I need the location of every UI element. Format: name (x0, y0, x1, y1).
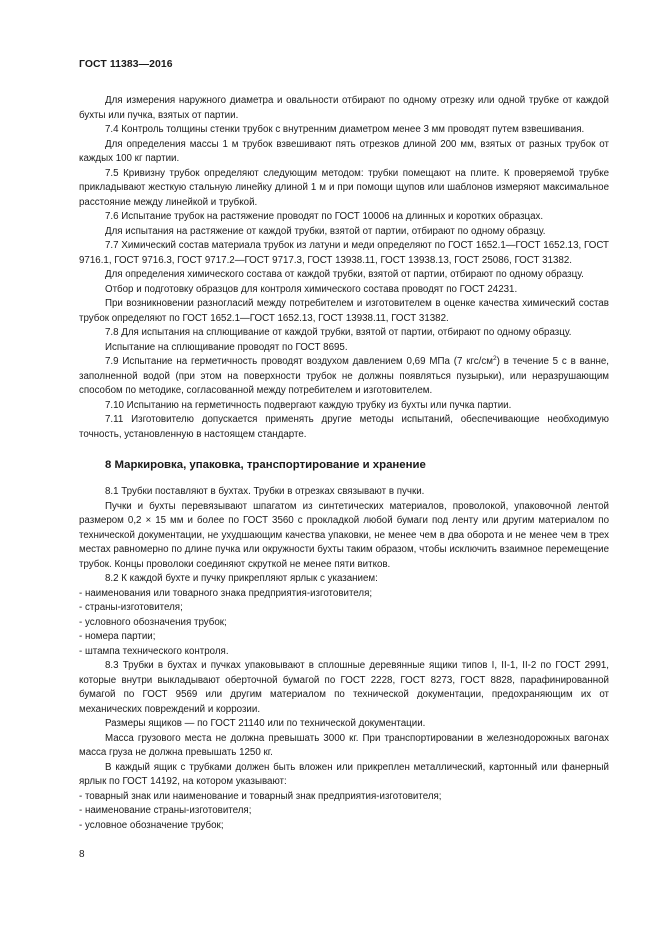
page-number: 8 (79, 849, 85, 860)
paragraph: Для определения химического состава от каждой трубки, взятой от партии, отбирают по одному образцу. (105, 269, 584, 280)
paragraph: Отбор и подготовку образцов для контроля химического состава проводят по ГОСТ 24231. (105, 283, 518, 295)
paragraph: Пучки и бухты перевязывают шпагатом из синтетических материалов, проволокой, упаковочной лентой размером 0,2 × 15 мм и более по ГОСТ 3560 с прокладкой любой бумаги под ленту или другим материалом по технической документации, не ухудшающим качества упаковки, не менее чем в два оборота и не менее чем в трех местах равномерно по длине пучка или окружности бухты таким образом, чтобы исключить взаимное перемещение трубок. Концы проволоки соединяют скруткой не менее пяти витков. (79, 500, 609, 570)
paragraph-8-1: 8.1 Трубки поставляют в бухтах. Трубки в отрезках связывают в пучки. (105, 486, 425, 497)
paragraph-7-5: 7.5 Кривизну трубок определяют следующим методом: трубки помещают на плите. К проверяемой трубке прикладывают жесткую стальную линейку длиной 1 м и при помощи щупов или шаблонов измеряют максимальное расстояние между линейкой и трубкой. (79, 167, 609, 208)
list-item: - страны-изготовителя; (79, 602, 183, 613)
paragraph: Для измерения наружного диаметра и овальности отбирают по одному отрезку или одной трубке от каждой бухты или пучка, взятых от партии. (79, 95, 609, 121)
list-item: - товарный знак или наименование и товарный знак предприятия-изготовителя; (79, 790, 442, 802)
p79-superscript: 2 (492, 354, 497, 362)
paragraph-7-9 (79, 355, 609, 399)
paragraph-7-11: 7.11 Изготовителю допускается применять другие методы испытаний, обеспечивающие необходимую точность, установленную в настоящем стандарте. (79, 414, 609, 440)
paragraph-8-2: 8.2 К каждой бухте и пучку прикрепляют ярлык с указанием: (105, 573, 378, 584)
paragraph-7-10: 7.10 Испытанию на герметичность подвергают каждую трубку из бухты или пучка партии. (105, 399, 512, 411)
paragraph-7-7: 7.7 Химический состав материала трубок из латуни и меди определяют по ГОСТ 1652.1—ГОСТ 1652.13, ГОСТ 9716.1, ГОСТ 9716.3, ГОСТ 9717.2—ГОСТ 9717.3, ГОСТ 13938.11, ГОСТ 13938.13, ГОСТ 25086, ГОСТ 31382. (79, 240, 609, 266)
paragraph-7-4: 7.4 Контроль толщины стенки трубок с внутренним диаметром менее 3 мм проводят путем взвешивания. (105, 124, 585, 135)
paragraph: Испытание на сплющивание проводят по ГОСТ 8695. (105, 341, 348, 353)
paragraph: Масса грузового места не должна превышать 3000 кг. При транспортировании в железнодорожных вагонах масса груза не должна превышать 1250 кг. (79, 732, 609, 758)
document-body (79, 94, 609, 833)
p79-after: ) в течение 5 с в ванне, заполненной водой (при этом на поверхности трубок не должны появляться пузырьки), или неразрушающим способом по методике, согласованной между потребителем и изготовителем. (79, 356, 609, 396)
list-item: - условное обозначение трубок; (79, 819, 224, 831)
document-header: ГОСТ 11383—2016 (79, 59, 173, 70)
paragraph-7-6: 7.6 Испытание трубок на растяжение проводят по ГОСТ 10006 на длинных и коротких образцах. (105, 211, 544, 222)
p79-before: 7.9 Испытание на герметичность проводят воздухом давлением 0,69 МПа (7 кгс/см (105, 356, 493, 367)
list-item: - наименования или товарного знака предприятия-изготовителя; (79, 587, 373, 599)
list-item: - штампа технического контроля. (79, 645, 229, 657)
paragraph: Для испытания на растяжение от каждой трубки, взятой от партии, отбирают по одному образцу. (105, 225, 546, 237)
paragraph-7-8: 7.8 Для испытания на сплющивание от каждой трубки, взятой от партии, отбирают по одному образцу. (105, 327, 572, 338)
list-item: - номера партии; (79, 631, 156, 642)
paragraph: Для определения массы 1 м трубок взвешивают пять отрезков длиной 200 мм, взятых от разных трубок от каждых 100 кг партии. (79, 138, 609, 164)
paragraph: Размеры ящиков — по ГОСТ 21140 или по технической документации. (105, 718, 426, 729)
list-item: - условного обозначения трубок; (79, 616, 227, 628)
paragraph: При возникновении разногласий между потребителем и изготовителем в оценке качества химический состав трубок определяют по ГОСТ 1652.1—ГОСТ 1652.13, ГОСТ 13938.11, ГОСТ 31382. (79, 298, 609, 324)
paragraph-8-3: 8.3 Трубки в бухтах и пучках упаковывают в сплошные деревянные ящики типов I, II-1, II-2 по ГОСТ 2991, которые внутри выкладывают оберточной бумагой по ГОСТ 2228, ГОСТ 8273, ГОСТ 8828, парафинированной бумагой по ГОСТ 9569 или другим материалом по технической документации, предохраняющим их от механических повреждений и коррозии. (79, 660, 609, 715)
paragraph: В каждый ящик с трубками должен быть вложен или прикреплен металлический, картонный или фанерный ярлык по ГОСТ 14192, на котором указывают: (79, 761, 609, 787)
section-title: 8 Маркировка, упаковка, транспортирование и хранение (105, 459, 426, 471)
list-item: - наименование страны-изготовителя; (79, 805, 252, 816)
